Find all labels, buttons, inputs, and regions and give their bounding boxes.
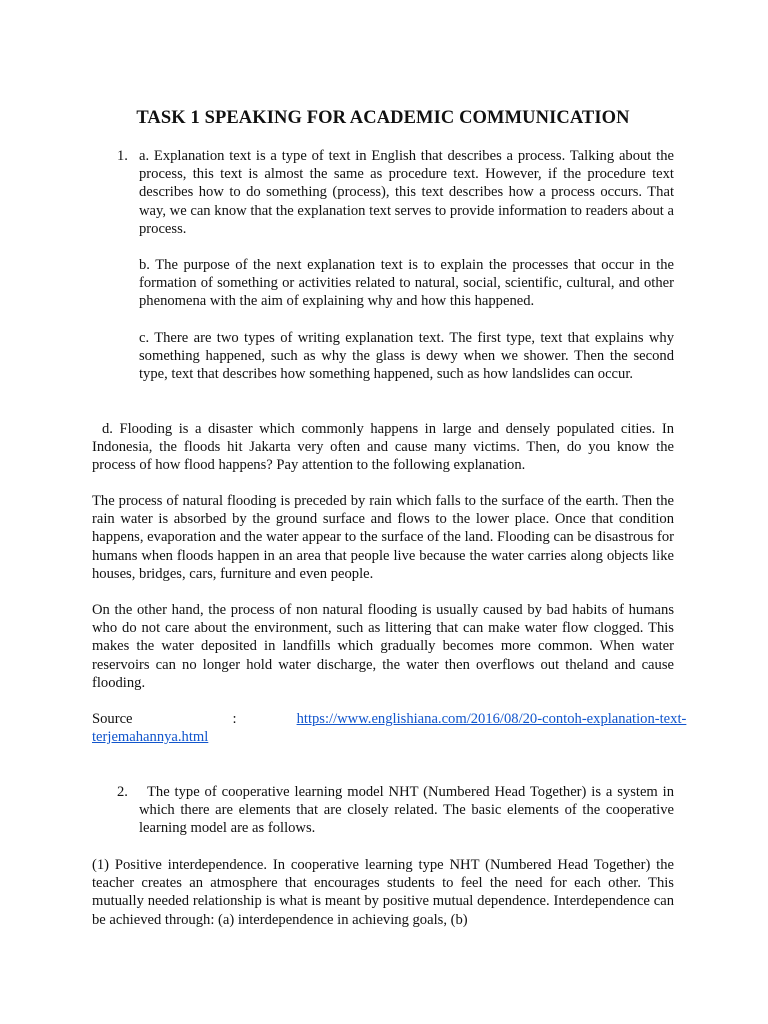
source-citation xyxy=(92,710,687,746)
source-link-line-2[interactable]: terjemahannya.html xyxy=(92,729,209,746)
paragraph-1d: d. Flooding is a disaster which commonly happens in large and densely populated cities. In Indonesia, the floods hit Jakarta very often and cause many victims. Then, do you know the process of how flood happens? Pay attention to the following explanation. xyxy=(92,421,674,474)
paragraph-1a: a. Explanation text is a type of text in English that describes a process. Talking about the process, this text is almost the same as procedure text. However, if the procedure text describes how to do something (process), this text describes how a process occurs. That way, we can know that the explanation text serves to provide information to readers about a process. xyxy=(139,148,674,237)
paragraph-positive-interdependence: (1) Positive interdependence. In cooperative learning type NHT (Numbered Head Together) the teacher creates an atmosphere that encourages students to feel the need for each other. This mutually needed relationship is what is meant by positive mutual dependence. Interdependence can be achieved through: (a) interdependence in achieving goals, (b) xyxy=(92,857,674,928)
list-number-1: 1. xyxy=(117,148,128,164)
source-colon: : xyxy=(232,711,237,727)
source-label: Source xyxy=(92,711,133,727)
paragraph-2: The type of cooperative learning model NHT (Numbered Head Together) is a system in which there are elements that are closely related. The basic elements of the cooperative learning model are as follows. xyxy=(139,784,674,837)
paragraph-1c: c. There are two types of writing explanation text. The first type, text that explains why something happened, such as why the glass is dewy when we shower. Then the second type, text that describes how something happened, such as how landslides can occur. xyxy=(139,330,674,383)
source-link-line-1[interactable]: https://www.englishiana.com/2016/08/20-contoh-explanation-text- xyxy=(296,711,687,727)
paragraph-natural-flooding: The process of natural flooding is preceded by rain which falls to the surface of the earth. Then the rain water is absorbed by the ground surface and flows to the lower place. Once that condition happens, evaporation and the water appear to the surface of the land. Flooding can be disastrous for humans when floods happen in an area that people live because the water carries along objects like houses, bridges, cars, furniture and even people. xyxy=(92,493,674,582)
list-number-2: 2. xyxy=(117,784,128,800)
paragraph-non-natural-flooding: On the other hand, the process of non natural flooding is usually caused by bad habits of humans who do not care about the environment, such as littering that can make water flow clogged. This makes the water deposited in landfills which gradually becomes more common. When water reservoirs can no longer hold water discharge, the water then overflows out theland and cause flooding. xyxy=(92,602,674,691)
page-title: TASK 1 SPEAKING FOR ACADEMIC COMMUNICATION xyxy=(136,108,630,128)
paragraph-1b: b. The purpose of the next explanation text is to explain the processes that occur in the formation of something or activities related to natural, social, scientific, cultural, and other phenomena with the aim of explaining why and how this happened. xyxy=(139,257,674,310)
